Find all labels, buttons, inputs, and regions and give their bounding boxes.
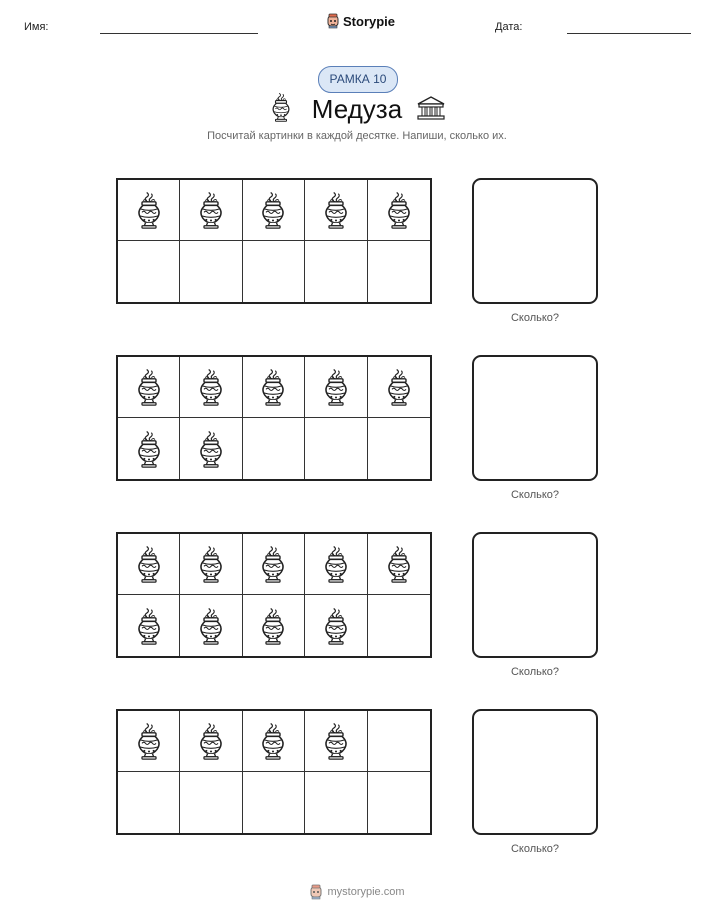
answer-box[interactable] <box>472 709 598 835</box>
answer-label: Сколько? <box>510 843 560 855</box>
frame-cell <box>305 534 367 595</box>
answer-box[interactable] <box>472 532 598 658</box>
frame-cell <box>305 357 367 418</box>
frame-cell <box>180 180 242 241</box>
frame-cell <box>118 772 180 833</box>
urn-icon <box>322 545 350 583</box>
brand-logo <box>326 13 395 29</box>
urn-icon <box>135 722 163 760</box>
frame-cell <box>368 595 430 656</box>
urn-icon <box>322 722 350 760</box>
frame-cell <box>118 711 180 772</box>
frame-cell <box>180 772 242 833</box>
frame-cell <box>118 595 180 656</box>
frame-cell <box>118 241 180 302</box>
urn-icon <box>135 430 163 468</box>
urn-icon <box>135 368 163 406</box>
ten-frame <box>116 532 432 658</box>
frame-cell <box>305 418 367 479</box>
urn-icon <box>197 607 225 645</box>
storypie-mascot-icon <box>326 13 340 29</box>
frame-cell <box>305 595 367 656</box>
frame-cell <box>305 180 367 241</box>
frame-cell <box>180 595 242 656</box>
urn-icon <box>197 191 225 229</box>
urn-icon <box>197 368 225 406</box>
urn-icon <box>259 722 287 760</box>
ten-frame <box>116 709 432 835</box>
frame-cell <box>118 418 180 479</box>
urn-icon <box>322 368 350 406</box>
frame-cell <box>118 357 180 418</box>
frame-cell <box>180 241 242 302</box>
urn-icon <box>385 545 413 583</box>
answer-box[interactable] <box>472 355 598 481</box>
frame-cell <box>305 711 367 772</box>
frame-cell <box>243 534 305 595</box>
name-label: Имя: <box>24 21 49 33</box>
urn-icon <box>385 191 413 229</box>
frame-cell <box>305 772 367 833</box>
urn-icon <box>322 607 350 645</box>
urn-icon <box>259 607 287 645</box>
frame-cell <box>368 711 430 772</box>
frame-cell <box>118 534 180 595</box>
frame-cell <box>368 180 430 241</box>
frame-cell <box>243 772 305 833</box>
frame-cell <box>368 418 430 479</box>
page-header <box>0 0 714 50</box>
frame-cell <box>243 595 305 656</box>
frame-cell <box>243 180 305 241</box>
answer-box[interactable] <box>472 178 598 304</box>
frame-cell <box>305 241 367 302</box>
title-row <box>0 92 714 128</box>
urn-icon <box>135 545 163 583</box>
ten-frame <box>116 178 432 304</box>
frame-cell <box>368 241 430 302</box>
page-footer <box>0 884 714 900</box>
urn-icon <box>259 191 287 229</box>
urn-icon <box>197 722 225 760</box>
frame-cell <box>180 418 242 479</box>
frame-cell <box>368 357 430 418</box>
frame-cell <box>180 357 242 418</box>
urn-icon <box>197 545 225 583</box>
name-field[interactable] <box>100 33 258 34</box>
frame-cell <box>243 418 305 479</box>
urn-icon <box>259 368 287 406</box>
urn-icon <box>135 607 163 645</box>
frame-cell <box>243 357 305 418</box>
instructions: Посчитай картинки в каждой десятке. Напиши, сколько их. <box>207 130 507 142</box>
urn-icon <box>259 545 287 583</box>
frame-type-badge: РАМКА 10 <box>318 66 398 93</box>
urn-icon <box>135 191 163 229</box>
footer-url: mystorypie.com <box>327 886 405 898</box>
frame-cell <box>368 772 430 833</box>
date-field[interactable] <box>567 33 691 34</box>
frame-cell <box>243 711 305 772</box>
temple-icon <box>416 95 446 121</box>
urn-icon <box>385 368 413 406</box>
ten-frame <box>116 355 432 481</box>
urn-icon <box>197 430 225 468</box>
storypie-mascot-icon <box>309 884 323 900</box>
date-label: Дата: <box>495 21 523 33</box>
frame-cell <box>180 711 242 772</box>
answer-label: Сколько? <box>510 666 560 678</box>
page-title: Медуза <box>311 94 403 124</box>
answer-label: Сколько? <box>510 312 560 324</box>
frame-cell <box>180 534 242 595</box>
answer-label: Сколько? <box>510 489 560 501</box>
frame-cell <box>368 534 430 595</box>
urn-icon <box>322 191 350 229</box>
frame-cell <box>243 241 305 302</box>
frame-cell <box>118 180 180 241</box>
brand-name: Storypie <box>343 13 396 29</box>
